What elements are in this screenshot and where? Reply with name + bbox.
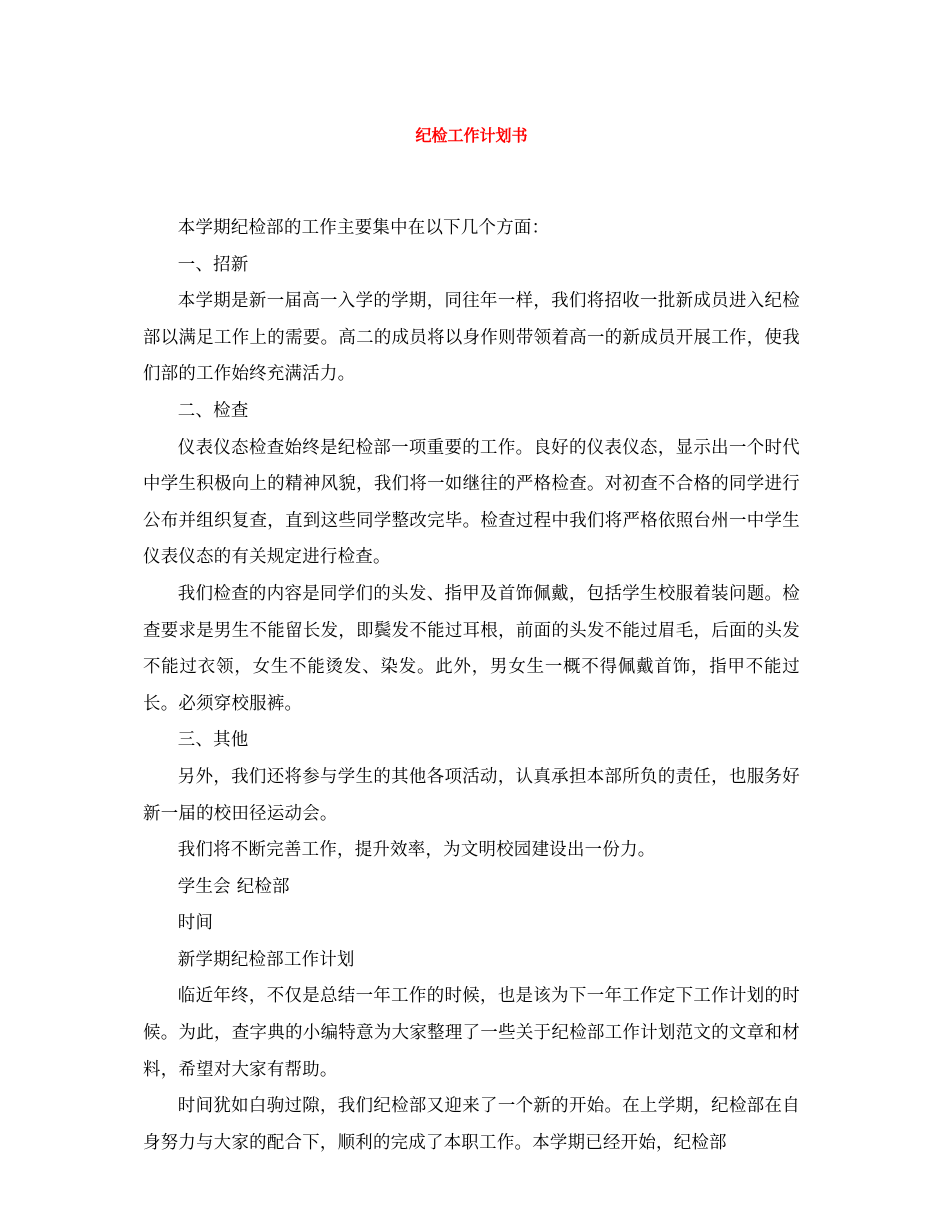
- paragraph-other: 另外，我们还将参与学生的其他各项活动，认真承担本部所负的责任，也服务好新一届的校田径运动会。: [143, 766, 800, 824]
- paragraph-inspection: 仪表仪态检查始终是纪检部一项重要的工作。良好的仪表仪态，显示出一个时代中学生积极向上的精神风貌，我们将一如继往的严格检查。对初查不合格的同学进行公布并组织复查，直到这些同学整改完毕。检查过程中我们将严格依照台州一中学生仪表仪态的有关规定进行检查。: [143, 437, 800, 568]
- paragraph-inspection-content: 我们检查的内容是同学们的头发、指甲及首饰佩戴，包括学生校服着装问题。检查要求是男生不能留长发，即鬓发不能过耳根，前面的头发不能过眉毛，后面的头发不能过衣领，女生不能烫发、染发。此外，男女生一概不得佩戴首饰，指甲不能过长。必须穿校服裤。: [143, 583, 800, 714]
- section-title-new-term: 新学期纪检部工作计划: [177, 949, 355, 970]
- paragraph-year-end: 临近年终，不仅是总结一年工作的时候，也是该为下一年工作定下工作计划的时候。为此，查字典的小编特意为大家整理了一些关于纪检部工作计划范文的文章和材料，希望对大家有帮助。: [143, 986, 800, 1080]
- paragraph-closing: 我们将不断完善工作，提升效率，为文明校园建设出一份力。: [177, 840, 656, 861]
- heading-other: 三、其他: [177, 730, 249, 751]
- document-body: [143, 210, 800, 1161]
- heading-recruitment: 一、招新: [177, 254, 249, 275]
- document-title: 纪检工作计划书: [415, 126, 528, 145]
- signature-department: 学生会 纪检部: [177, 876, 290, 897]
- paragraph-intro: 本学期纪检部的工作主要集中在以下几个方面：: [177, 218, 550, 238]
- paragraph-recruitment: 本学期是新一届高一入学的学期，同往年一样，我们将招收一批新成员进入纪检部以满足工作上的需要。高二的成员将以身作则带领着高一的新成员开展工作，使我们部的工作始终充满活力。: [143, 291, 800, 385]
- heading-inspection: 二、检查: [177, 400, 249, 421]
- signature-date: 时间: [177, 913, 214, 934]
- paragraph-new-start: 时间犹如白驹过隙，我们纪检部又迎来了一个新的开始。在上学期，纪检部在自身努力与大家的配合下，顺利的完成了本职工作。本学期已经开始，纪检部: [143, 1096, 800, 1153]
